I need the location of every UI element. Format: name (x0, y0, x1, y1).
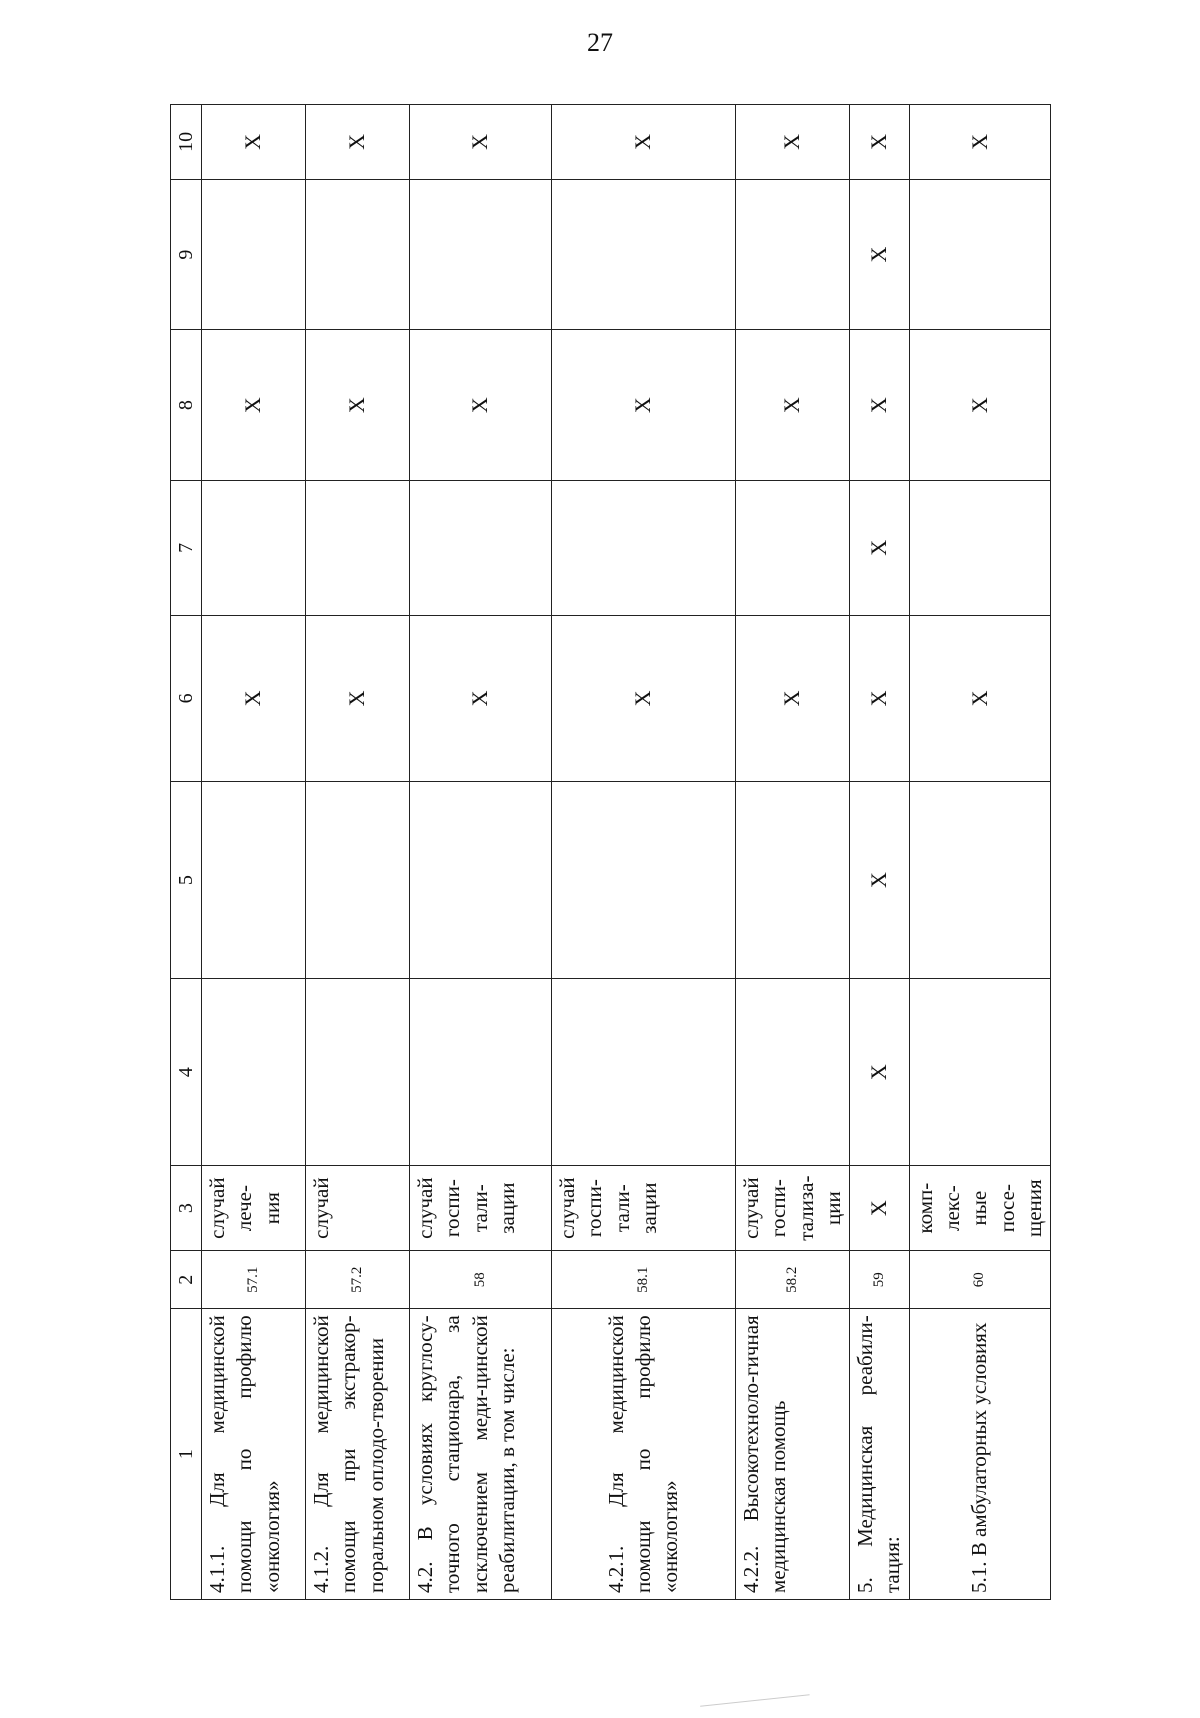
table-header-row (171, 105, 202, 1600)
column-header: 4 (171, 979, 202, 1166)
table-row (909, 105, 1050, 1600)
value-cell (736, 480, 850, 615)
value-cell: X (410, 330, 552, 481)
row-description: 4.2. В условиях круглосу-точного стационара, за исключением меди-цинской реабилитации, в том числе: (410, 1309, 552, 1600)
value-cell (909, 781, 1050, 978)
column-header: 9 (171, 179, 202, 330)
value-cell: X (552, 105, 736, 180)
value-cell: X (306, 615, 410, 781)
table-row (552, 105, 736, 1600)
value-cell (410, 480, 552, 615)
column-header: 2 (171, 1251, 202, 1309)
unit-cell: случай госпи-тализа-ции (736, 1166, 850, 1251)
table-row (202, 105, 306, 1600)
row-number: 58.1 (552, 1251, 736, 1309)
value-cell: X (909, 105, 1050, 180)
row-description: 4.1.1. Для медицинской помощи по профилю «онкология» (202, 1309, 306, 1600)
row-description: 4.2.2. Высокотехноло-гичная медицинская помощь (736, 1309, 850, 1600)
value-cell: X (736, 330, 850, 481)
column-header: 10 (171, 105, 202, 180)
column-header: 7 (171, 480, 202, 615)
value-cell: X (552, 330, 736, 481)
value-cell (410, 979, 552, 1166)
row-description: 5.1. В амбулаторных условиях (909, 1309, 1050, 1600)
value-cell: X (410, 615, 552, 781)
scan-artifact (700, 1694, 810, 1708)
value-cell (736, 979, 850, 1166)
value-cell: X (909, 615, 1050, 781)
value-cell: X (410, 105, 552, 180)
row-number: 57.1 (202, 1251, 306, 1309)
value-cell (552, 480, 736, 615)
value-cell: X (736, 615, 850, 781)
value-cell: X (306, 330, 410, 481)
value-cell: X (736, 105, 850, 180)
value-cell: X (909, 330, 1050, 481)
value-cell: X (552, 615, 736, 781)
rotated-table-frame (170, 104, 1046, 1600)
value-cell (202, 979, 306, 1166)
data-table (170, 104, 1051, 1600)
unit-cell: случай госпи-тали-зации (552, 1166, 736, 1251)
value-cell (410, 781, 552, 978)
value-cell (552, 781, 736, 978)
table-row (410, 105, 552, 1600)
table-row (306, 105, 410, 1600)
row-description: 4.2.1. Для медицинской помощи по профилю «онкология» (552, 1309, 736, 1600)
value-cell: X (850, 979, 910, 1166)
value-cell (306, 179, 410, 330)
row-description: 4.1.2. Для медицинской помощи при экстракор-поральном оплодо-творении (306, 1309, 410, 1600)
unit-cell: комп-лекс-ные посе-щения (909, 1166, 1050, 1251)
value-cell (909, 480, 1050, 615)
value-cell (736, 781, 850, 978)
value-cell (202, 179, 306, 330)
value-cell: X (850, 480, 910, 615)
table-row (736, 105, 850, 1600)
table-row (850, 105, 910, 1600)
page-number: 27 (587, 28, 613, 57)
column-header: 3 (171, 1166, 202, 1251)
value-cell: X (202, 105, 306, 180)
value-cell: X (202, 330, 306, 481)
row-number: 59 (850, 1251, 910, 1309)
value-cell (202, 480, 306, 615)
row-number: 60 (909, 1251, 1050, 1309)
value-cell: X (850, 781, 910, 978)
column-header: 6 (171, 615, 202, 781)
value-cell (306, 781, 410, 978)
value-cell (552, 179, 736, 330)
column-header: 8 (171, 330, 202, 481)
row-description: 5. Медицинская реабили-тация: (850, 1309, 910, 1600)
value-cell (736, 179, 850, 330)
row-number: 57.2 (306, 1251, 410, 1309)
unit-cell: случай госпи-тали-зации (410, 1166, 552, 1251)
row-number: 58.2 (736, 1251, 850, 1309)
value-cell (909, 979, 1050, 1166)
value-cell: X (850, 615, 910, 781)
value-cell (552, 979, 736, 1166)
value-cell: X (850, 105, 910, 180)
column-header: 5 (171, 781, 202, 978)
value-cell (306, 979, 410, 1166)
row-number: 58 (410, 1251, 552, 1309)
value-cell: X (850, 330, 910, 481)
unit-cell: случай лече-ния (202, 1166, 306, 1251)
unit-cell: случай (306, 1166, 410, 1251)
value-cell: X (202, 615, 306, 781)
value-cell (306, 480, 410, 615)
value-cell (202, 781, 306, 978)
value-cell: X (306, 105, 410, 180)
unit-cell: X (850, 1166, 910, 1251)
column-header: 1 (171, 1309, 202, 1600)
value-cell: X (850, 179, 910, 330)
value-cell (410, 179, 552, 330)
value-cell (909, 179, 1050, 330)
